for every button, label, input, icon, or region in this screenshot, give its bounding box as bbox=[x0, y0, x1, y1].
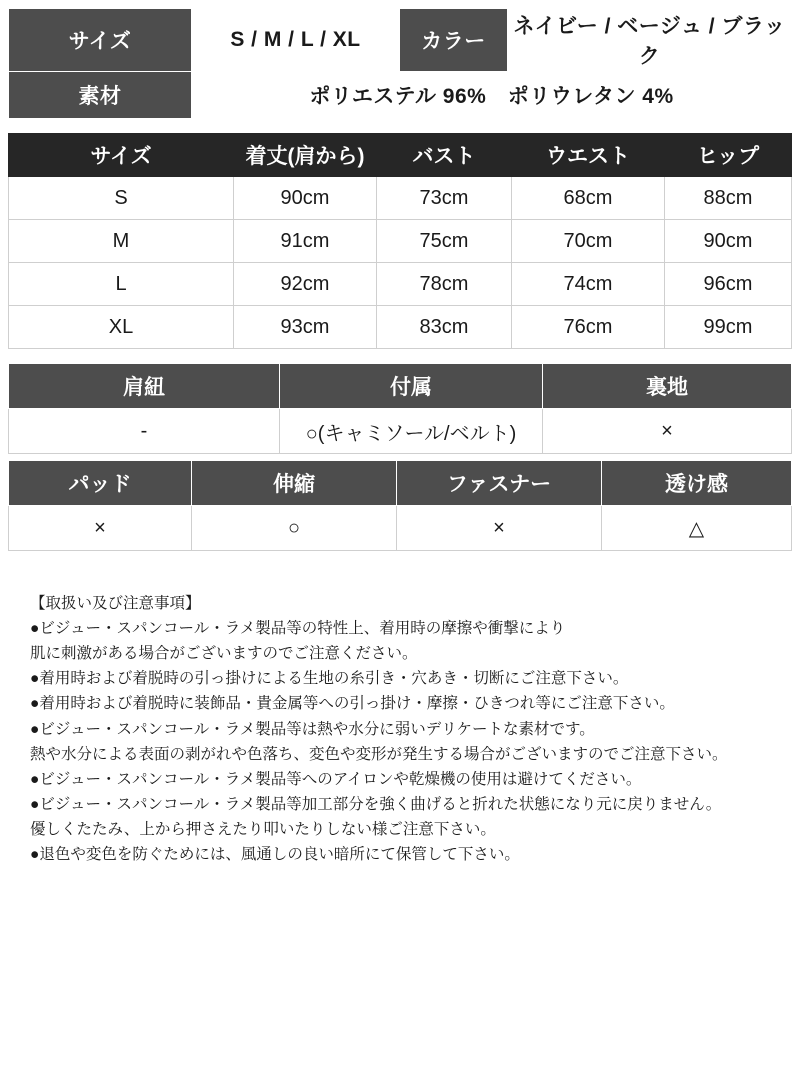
size-cell: 93cm bbox=[234, 306, 377, 349]
spec-summary-table bbox=[8, 8, 792, 119]
detail-table-2 bbox=[8, 460, 792, 551]
size-chart-header-length: 着丈(肩から) bbox=[234, 134, 377, 177]
spec-color-label: カラー bbox=[400, 9, 508, 72]
table-row bbox=[9, 72, 792, 119]
detail-value-strap: - bbox=[9, 409, 280, 454]
table-row bbox=[9, 306, 792, 349]
detail-header-lining: 裏地 bbox=[543, 364, 792, 409]
care-note-line: ●ビジュー・スパンコール・ラメ製品等加工部分を強く曲げると折れた状態になり元に戻りません。 bbox=[30, 795, 722, 813]
table-row bbox=[9, 506, 792, 551]
size-cell: 74cm bbox=[512, 263, 665, 306]
detail-header-strap: 肩紐 bbox=[9, 364, 280, 409]
table-row bbox=[9, 220, 792, 263]
size-cell: 90cm bbox=[234, 177, 377, 220]
size-cell: L bbox=[9, 263, 234, 306]
detail-table-1 bbox=[8, 363, 792, 454]
size-cell: 99cm bbox=[665, 306, 792, 349]
size-cell: S bbox=[9, 177, 234, 220]
table-row bbox=[9, 409, 792, 454]
detail-value-lining: × bbox=[543, 409, 792, 454]
size-cell: 90cm bbox=[665, 220, 792, 263]
size-chart-header-bust: バスト bbox=[377, 134, 512, 177]
care-note-line: 優しくたたみ、上から押さえたり叩いたりしない様ご注意下さい。 bbox=[30, 820, 496, 838]
size-cell: 73cm bbox=[377, 177, 512, 220]
care-note-line: ●ビジュー・スパンコール・ラメ製品等へのアイロンや乾燥機の使用は避けてください。 bbox=[30, 770, 642, 788]
size-chart-header-size: サイズ bbox=[9, 134, 234, 177]
size-chart-header-waist: ウエスト bbox=[512, 134, 665, 177]
care-notes bbox=[8, 591, 792, 867]
detail-value-sheerness: △ bbox=[602, 506, 792, 551]
detail-header-stretch: 伸縮 bbox=[192, 461, 397, 506]
care-note-line: 熱や水分による表面の剥がれや色落ち、変色や変形が発生する場合がございますのでご注意下さい。 bbox=[30, 745, 728, 763]
table-row bbox=[9, 177, 792, 220]
care-note-line: ●着用時および着脱時の引っ掛けによる生地の糸引き・穴あき・切断にご注意下さい。 bbox=[30, 670, 629, 688]
table-row bbox=[9, 263, 792, 306]
detail-value-stretch: ○ bbox=[192, 506, 397, 551]
size-chart-table bbox=[8, 133, 792, 349]
spec-color-value: ネイビー / ベージュ / ブラック bbox=[508, 9, 792, 72]
care-note-line: 肌に刺激がある場合がございますのでご注意ください。 bbox=[30, 645, 418, 663]
care-note-line: ●着用時および着脱時に装飾品・貴金属等への引っ掛け・摩擦・ひきつれ等にご注意下さい。 bbox=[30, 695, 675, 713]
size-chart-header-hip: ヒップ bbox=[665, 134, 792, 177]
size-cell: 76cm bbox=[512, 306, 665, 349]
detail-header-zipper: ファスナー bbox=[397, 461, 602, 506]
size-cell: 70cm bbox=[512, 220, 665, 263]
detail-header-pad: パッド bbox=[9, 461, 192, 506]
table-row bbox=[9, 9, 792, 72]
spec-size-label: サイズ bbox=[9, 9, 192, 72]
table-header-row bbox=[9, 364, 792, 409]
size-cell: M bbox=[9, 220, 234, 263]
table-header-row bbox=[9, 134, 792, 177]
size-cell: 68cm bbox=[512, 177, 665, 220]
care-note-line: ●退色や変色を防ぐためには、風通しの良い暗所にて保管して下さい。 bbox=[30, 846, 520, 864]
detail-value-accessory: ○(キャミソール/ベルト) bbox=[280, 409, 543, 454]
detail-value-pad: × bbox=[9, 506, 192, 551]
table-header-row bbox=[9, 461, 792, 506]
size-cell: 96cm bbox=[665, 263, 792, 306]
size-cell: 88cm bbox=[665, 177, 792, 220]
spec-size-value: S / M / L / XL bbox=[192, 9, 400, 72]
size-cell: 92cm bbox=[234, 263, 377, 306]
care-note-line: ●ビジュー・スパンコール・ラメ製品等の特性上、着用時の摩擦や衝撃により bbox=[30, 620, 566, 638]
detail-header-accessory: 付属 bbox=[280, 364, 543, 409]
care-note-line: ●ビジュー・スパンコール・ラメ製品等は熱や水分に弱いデリケートな素材です。 bbox=[30, 720, 595, 738]
spec-material-label: 素材 bbox=[9, 72, 192, 119]
size-cell: XL bbox=[9, 306, 234, 349]
size-cell: 78cm bbox=[377, 263, 512, 306]
size-cell: 75cm bbox=[377, 220, 512, 263]
care-notes-title: 【取扱い及び注意事項】 bbox=[30, 595, 201, 612]
size-cell: 83cm bbox=[377, 306, 512, 349]
spec-material-value: ポリエステル 96% ポリウレタン 4% bbox=[192, 72, 792, 119]
detail-header-sheerness: 透け感 bbox=[602, 461, 792, 506]
size-cell: 91cm bbox=[234, 220, 377, 263]
detail-value-zipper: × bbox=[397, 506, 602, 551]
